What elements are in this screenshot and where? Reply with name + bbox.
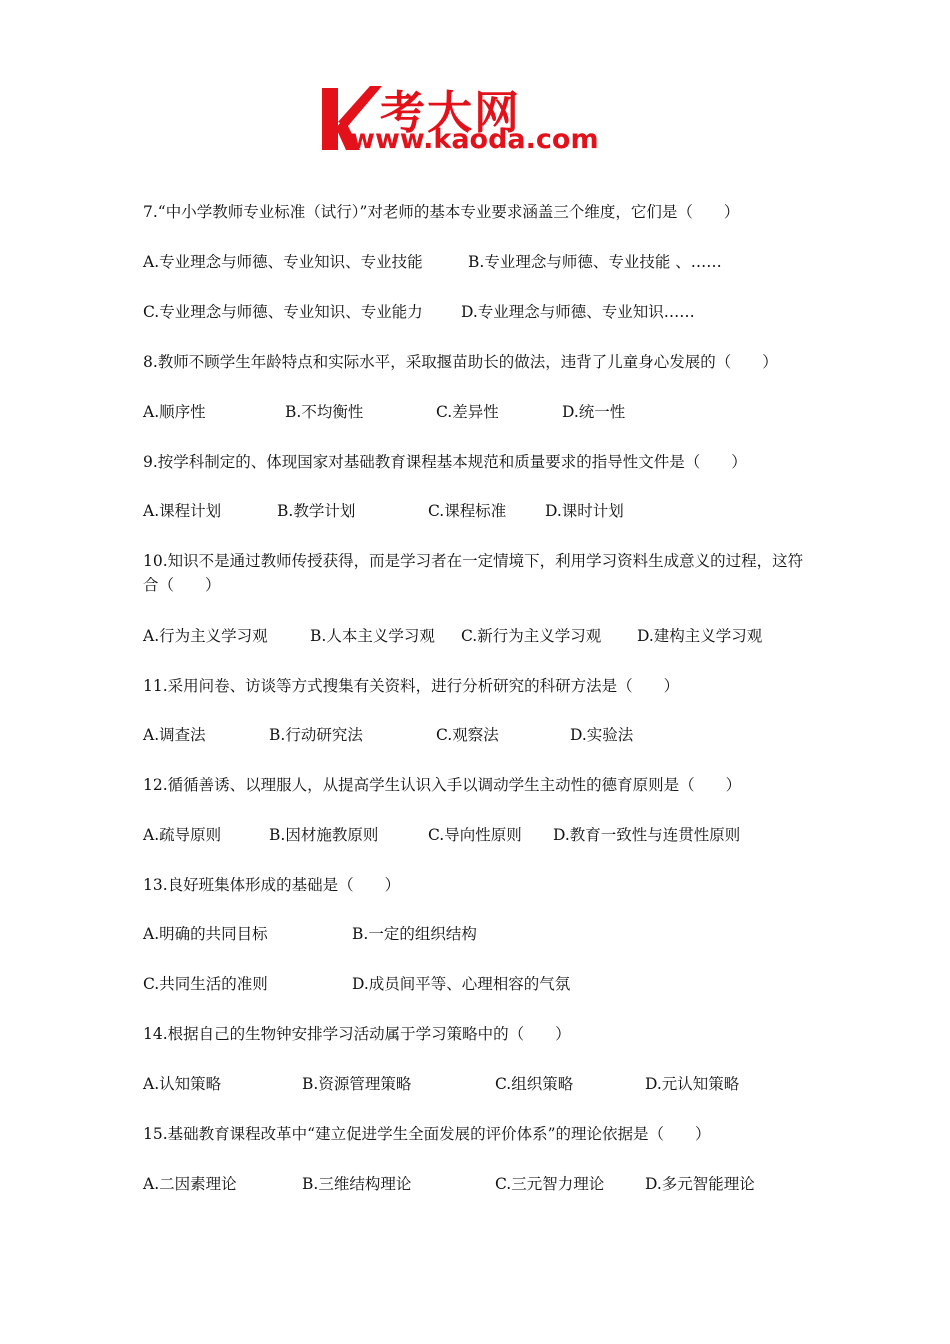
- question-14-stem: 14.根据自己的生物钟安排学习活动属于学习策略中的（ ）: [143, 1025, 571, 1043]
- option-b: B.三维结构理论: [302, 1175, 412, 1193]
- option-a: A.二因素理论: [143, 1175, 237, 1193]
- option-b: B.资源管理策略: [302, 1075, 412, 1093]
- question-15-stem: 15.基础教育课程改革中“建立促进学生全面发展的评价体系”的理论依据是（ ）: [143, 1125, 711, 1143]
- option-a: A.明确的共同目标: [143, 925, 268, 943]
- option-b: B.因材施教原则: [269, 826, 379, 844]
- question-12-stem: 12.循循善诱、以理服人，从提高学生认识入手以调动学生主动性的德育原则是（ ）: [143, 776, 742, 794]
- option-c: C.观察法: [436, 726, 499, 744]
- option-d: D.成员间平等、心理相容的气氛: [352, 975, 571, 993]
- question-11-stem: 11.采用问卷、访谈等方式搜集有关资料，进行分析研究的科研方法是（ ）: [143, 677, 680, 695]
- option-d: D.多元智能理论: [645, 1175, 755, 1193]
- option-d: D.专业理念与师德、专业知识……: [461, 303, 695, 321]
- option-b: B.行动研究法: [269, 726, 363, 744]
- option-a: A.顺序性: [143, 403, 206, 421]
- option-c: C.差异性: [436, 403, 499, 421]
- option-a: A.认知策略: [143, 1075, 222, 1093]
- option-c: C.专业理念与师德、专业知识、专业能力: [143, 303, 423, 321]
- option-c: C.新行为主义学习观: [461, 627, 602, 645]
- question-8-stem: 8.教师不顾学生年龄特点和实际水平，采取揠苗助长的做法，违背了儿童身心发展的（ ）: [143, 353, 778, 371]
- option-b: B.人本主义学习观: [310, 627, 435, 645]
- option-b: B.教学计划: [277, 502, 356, 520]
- option-a: A.调查法: [143, 726, 206, 744]
- option-c: C.导向性原则: [428, 826, 522, 844]
- option-c: C.组织策略: [495, 1075, 574, 1093]
- option-b: B.不均衡性: [285, 403, 364, 421]
- option-d: D.实验法: [570, 726, 634, 744]
- option-c: C.共同生活的准则: [143, 975, 268, 993]
- option-d: D.元认知策略: [645, 1075, 740, 1093]
- option-b: B.专业理念与师德、专业技能 、……: [468, 253, 722, 271]
- option-d: D.教育一致性与连贯性原则: [553, 826, 741, 844]
- question-7-stem: 7.“中小学教师专业标准（试行）”对老师的基本专业要求涵盖三个维度，它们是（ ）: [143, 203, 740, 221]
- option-d: D.课时计划: [545, 502, 624, 520]
- option-c: C.课程标准: [428, 502, 507, 520]
- option-c: C.三元智力理论: [495, 1175, 605, 1193]
- option-d: D.建构主义学习观: [637, 627, 763, 645]
- option-a: A.疏导原则: [143, 826, 222, 844]
- question-13-stem: 13.良好班集体形成的基础是（ ）: [143, 876, 401, 894]
- logo-brand-text: 考大网: [380, 86, 522, 139]
- kaoda-logo: [320, 82, 640, 162]
- option-a: A.行为主义学习观: [143, 627, 268, 645]
- option-d: D.统一性: [562, 403, 626, 421]
- logo-url-text: www.kaoda.com: [350, 124, 599, 155]
- question-10-stem: 10.知识不是通过教师传授获得，而是学习者在一定情境下，利用学习资料生成意义的过程，这符合（ ）: [143, 552, 804, 594]
- option-a: A.课程计划: [143, 502, 222, 520]
- option-b: B.一定的组织结构: [352, 925, 477, 943]
- option-a: A.专业理念与师德、专业知识、专业技能: [143, 253, 423, 271]
- question-9-stem: 9.按学科制定的、体现国家对基础教育课程基本规范和质量要求的指导性文件是（ ）: [143, 453, 747, 471]
